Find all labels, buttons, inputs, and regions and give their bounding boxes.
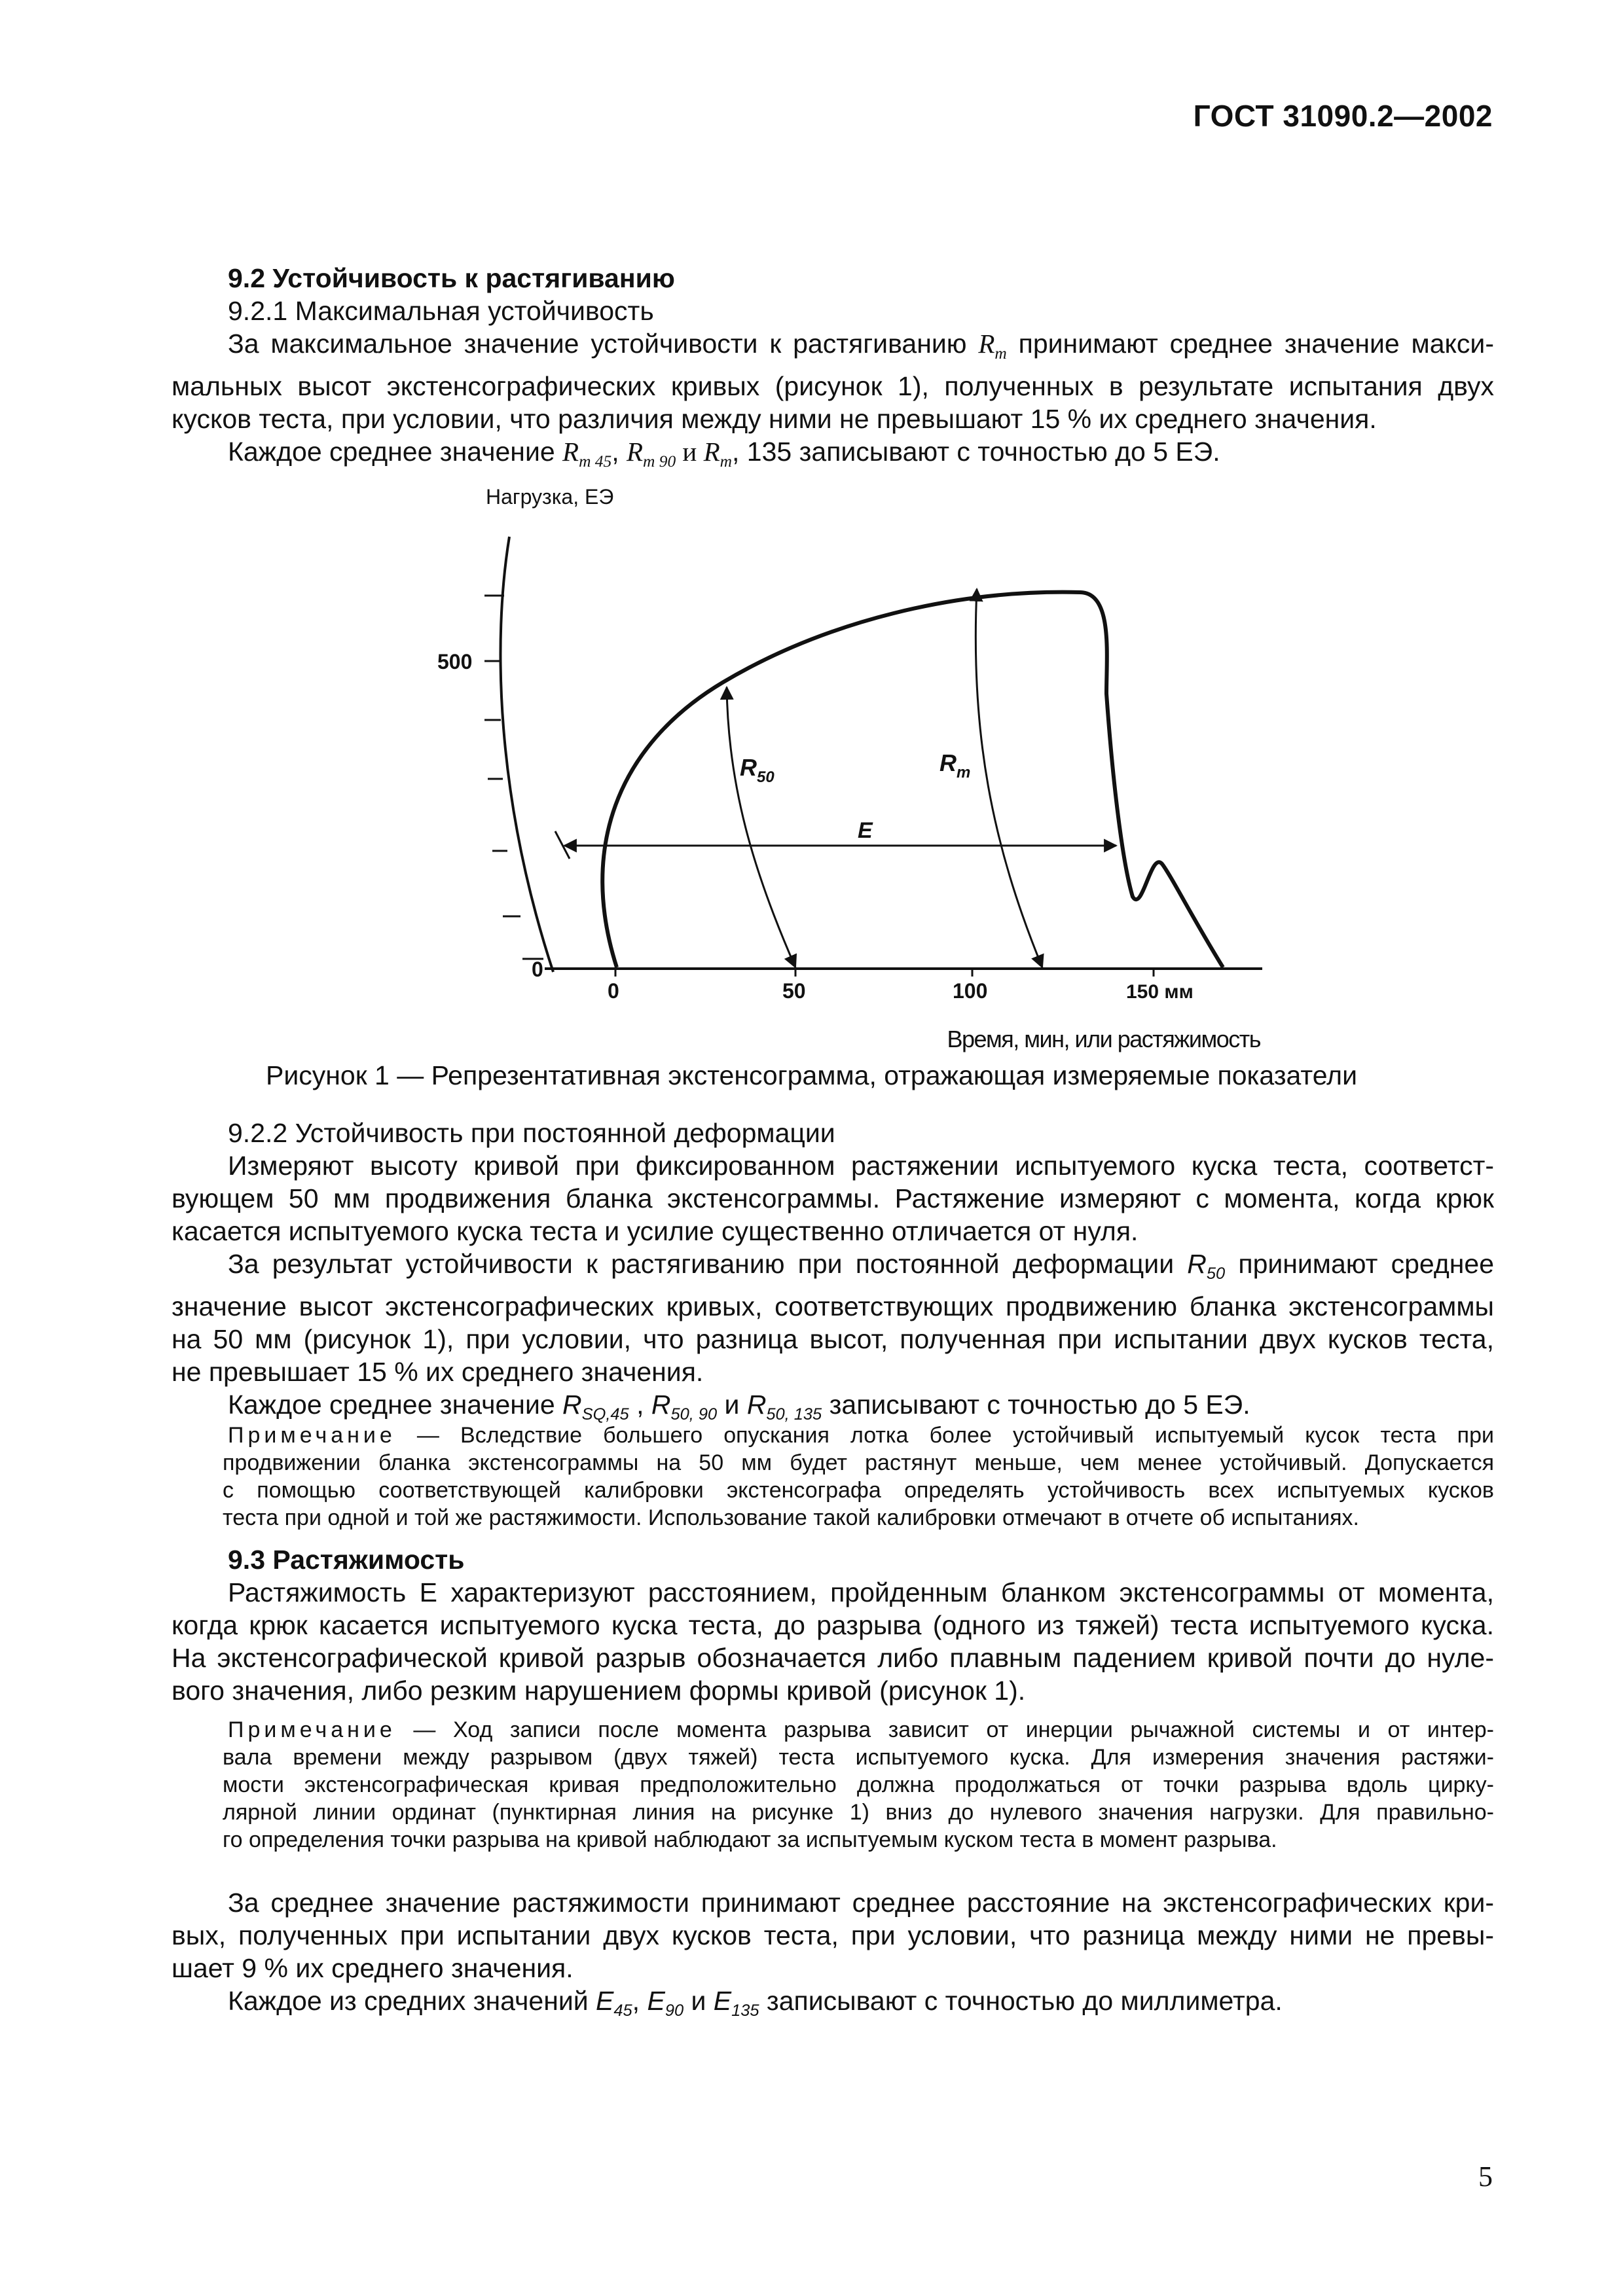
text-line: когда крюк касается испытуемого куска теста, до разрыва (одного из тяжей) теста испытуемого куска. bbox=[172, 1610, 1494, 1640]
subsection-title: 9.2.1 Максимальная устойчивость bbox=[228, 296, 654, 326]
text-line: кусков теста, при условии, что различия между ними не превышают 15 % их среднего значения. bbox=[172, 404, 1377, 435]
text-line: За среднее значение растяжимости принимают среднее расстояние на экстенсографических кри- bbox=[228, 1888, 1494, 1918]
text-line: на 50 мм (рисунок 1), при условии, что разница высот, полученная при испытании двух кусков теста, bbox=[172, 1324, 1494, 1355]
text-line: За результат устойчивости к растягиванию при постоянной деформации $R_{50}$ принимают среднее bbox=[228, 1249, 1494, 1283]
text-line: с помощью соответствующей калибровки экстенсографа определять устойчивость всех испытуемых кусков bbox=[223, 1478, 1494, 1503]
note-label: Примечание bbox=[228, 1423, 396, 1448]
paragraph bbox=[172, 1886, 1494, 1984]
r50-arrow bbox=[727, 687, 795, 967]
section-title: 9.2 Устойчивость к растягиванию bbox=[228, 263, 675, 293]
section-9-2 bbox=[172, 262, 1494, 478]
note-label: Примечание bbox=[228, 1717, 396, 1742]
y-tick-label-500: 500 bbox=[437, 650, 473, 673]
x-tick-label-100: 100 bbox=[953, 979, 988, 1003]
x-tick-label-50: 50 bbox=[782, 979, 806, 1003]
text-line: мости экстенсографическая кривая предположительно должна продолжаться от точки разрыва вдоль цирку- bbox=[223, 1772, 1494, 1797]
section-9-3-continued bbox=[172, 1886, 1494, 2027]
document-code: ГОСТ 31090.2—2002 bbox=[1193, 99, 1493, 133]
note-2 bbox=[223, 1716, 1494, 1854]
note-1 bbox=[223, 1422, 1494, 1532]
paragraph: Каждое среднее значение $R_{m 45}$, $R_{m 90}$ и $R_m$, 135 записывают с точностью до 5 ЕЭ. bbox=[228, 437, 1220, 471]
y-tick-label-0: 0 bbox=[532, 958, 543, 981]
text-line: касается испытуемого куска теста и усилие существенно отличается от нуля. bbox=[172, 1216, 1139, 1246]
rm-label: $R_m$ bbox=[939, 749, 971, 781]
paragraph bbox=[172, 327, 1494, 435]
text-line: вых, полученных при испытании двух кусков теста, при условии, что разница между ними не превы- bbox=[172, 1920, 1494, 1950]
subsection-title: 9.2.2 Устойчивость при постоянной деформации bbox=[228, 1118, 835, 1148]
text-line: теста при одной и той же растяжимости. Использование такой калибровки отмечают в отчете об испытаниях. bbox=[223, 1505, 1359, 1530]
text-line: мальных высот экстенсографических кривых (рисунок 1), полученных в результате испытания двух bbox=[172, 371, 1494, 402]
paragraph bbox=[172, 1576, 1494, 1707]
text-line: За максимальное значение устойчивости к растягиванию $R_m$ принимают среднее значение макси- bbox=[228, 329, 1494, 363]
text-line: шает 9 % их среднего значения. bbox=[172, 1953, 574, 1983]
text-line: вого значения, либо резким нарушением формы кривой (рисунок 1). bbox=[172, 1676, 1026, 1706]
text-line: продвижении бланка экстенсограммы на 50 мм будет растянут меньше, чем менее устойчивый. Допускается bbox=[223, 1450, 1494, 1475]
text-line: Примечание — Вследствие большего опускания лотка более устойчивый испытуемый кусок теста при bbox=[228, 1423, 1494, 1448]
paragraph bbox=[172, 1149, 1494, 1247]
page-number: 5 bbox=[1478, 2161, 1493, 2193]
text-line: Измеряют высоту кривой при фиксированном растяжении испытуемого куска теста, соответст- bbox=[228, 1151, 1494, 1181]
extensogram-curve bbox=[602, 592, 1223, 967]
text-line: вующем 50 мм продвижения бланка экстенсограммы. Растяжение измеряют с момента, когда крюк bbox=[172, 1183, 1494, 1213]
rm-arrow bbox=[976, 589, 1042, 967]
section-9-3 bbox=[172, 1543, 1494, 1707]
e-label: E bbox=[858, 818, 873, 843]
text-line: Растяжимость Е характеризуют расстоянием, пройденным бланком экстенсограммы от момента, bbox=[228, 1577, 1494, 1607]
text-line: лярной линии ординат (пунктирная линия на рисунке 1) вниз до нулевого значения нагрузки. Для правильно- bbox=[223, 1800, 1494, 1825]
text-line: вала времени между разрывом (двух тяжей) теста испытуемого куска. Для измерения значения растяжи- bbox=[223, 1745, 1494, 1770]
y-axis-line bbox=[500, 537, 553, 972]
text-line: На экстенсографической кривой разрыв обозначается либо плавным падением кривой почти до нуле- bbox=[172, 1643, 1494, 1673]
section-9-2-2 bbox=[172, 1117, 1494, 1431]
paragraph bbox=[172, 1247, 1494, 1388]
x-tick-label-150: 150 мм bbox=[1126, 981, 1194, 1003]
r50-label: $R_{50}$ bbox=[740, 754, 775, 786]
text-line: го определения точки разрыва на кривой наблюдают за испытуемым куском теста в момент разрыва. bbox=[223, 1827, 1277, 1852]
paragraph: Каждое из средних значений $E_{45}$, $E_{90}$ и $E_{135}$ записывают с точностью до миллиметра. bbox=[228, 1986, 1283, 2020]
y-axis-label: Нагрузка, ЕЭ bbox=[486, 485, 614, 509]
text-line: Примечание — Ход записи после момента разрыва зависит от инерции рычажной системы и от интер- bbox=[228, 1717, 1494, 1742]
figure-caption: Рисунок 1 — Репрезентативная экстенсограмма, отражающая измеряемые показатели bbox=[266, 1060, 1357, 1090]
paragraph: Каждое среднее значение $R_{SQ,45}$ , $R_{50, 90}$ и $R_{50, 135}$ записывают с точностью до 5 ЕЭ. bbox=[228, 1390, 1250, 1424]
extensogram-svg bbox=[419, 471, 1283, 1060]
text-line: не превышает 15 % их среднего значения. bbox=[172, 1357, 704, 1388]
x-axis-label: Время, мин, или растяжимость bbox=[947, 1026, 1260, 1052]
text-line: значение высот экстенсографических кривых, соответствующих продвижению бланка экстенсограммы bbox=[172, 1291, 1494, 1322]
section-title: 9.3 Растяжимость bbox=[228, 1545, 465, 1575]
extensogram-figure bbox=[419, 471, 1283, 1060]
x-tick-label-0: 0 bbox=[608, 979, 619, 1003]
